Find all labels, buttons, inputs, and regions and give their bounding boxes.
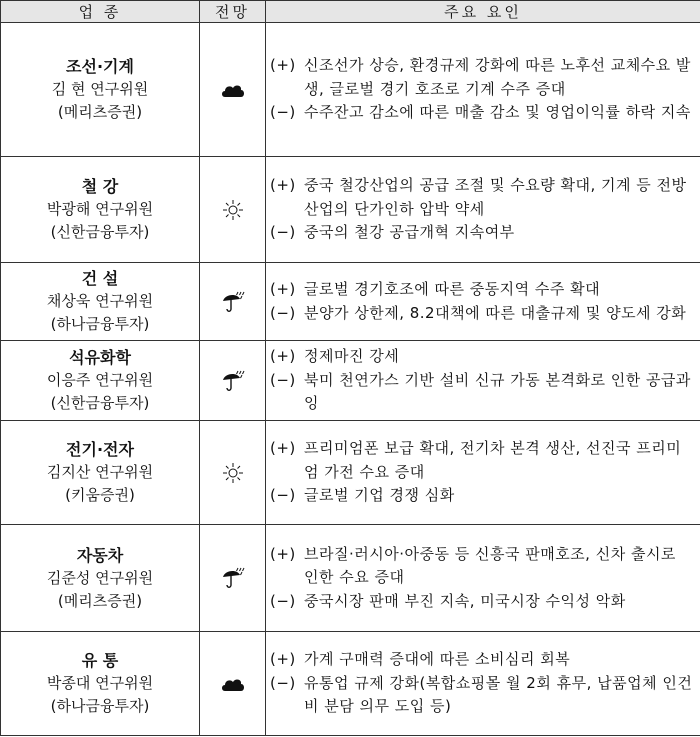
sun-icon	[222, 462, 244, 484]
factor-negative	[270, 101, 694, 125]
factors-cell	[266, 263, 700, 341]
industry-name: 조선·기계	[66, 57, 134, 76]
firm-name: (메리츠증권)	[57, 591, 143, 610]
outlook-cell	[200, 263, 266, 341]
factor-negative	[270, 302, 694, 326]
outlook-cell	[200, 421, 266, 525]
table-row	[1, 341, 700, 421]
sun-icon	[222, 199, 244, 221]
factor-sign: (+)	[270, 650, 296, 669]
factor-sign: (−)	[270, 223, 296, 242]
industry-name: 건 설	[81, 269, 119, 288]
factor-positive	[270, 174, 694, 221]
factor-sign: (+)	[270, 280, 296, 298]
factor-text: 중국 철강산업의 공급 조절 및 수요량 확대, 기계 등 전방 산업의 단가인하 압박 약세	[304, 176, 687, 218]
factor-negative	[270, 590, 694, 614]
factor-negative	[270, 221, 694, 245]
factor-positive	[270, 278, 694, 302]
industry-name: 전기·전자	[66, 440, 134, 459]
factor-positive	[270, 345, 694, 369]
industry-cell	[1, 421, 200, 525]
factor-text: 분양가 상한제, 8.2대책에 따른 대출규제 및 양도세 강화	[304, 303, 687, 322]
analyst-name: 박종대 연구위원	[46, 674, 154, 692]
header-factors: 주요 요인	[266, 1, 700, 23]
umbrella-icon	[221, 566, 245, 590]
industry-cell	[1, 341, 200, 421]
factor-sign: (+)	[270, 56, 296, 75]
industry-cell	[1, 263, 200, 341]
factor-sign: (−)	[270, 673, 296, 692]
table-row	[1, 157, 700, 263]
industry-cell	[1, 525, 200, 632]
firm-name: (하나금융투자)	[50, 697, 150, 715]
firm-name: (키움증권)	[65, 486, 135, 504]
factor-negative	[270, 672, 694, 719]
firm-name: (하나금융투자)	[50, 315, 150, 333]
factors-cell	[266, 341, 700, 421]
factors-cell	[266, 421, 700, 525]
outlook-cell	[200, 23, 266, 157]
header-industry: 업 종	[1, 1, 200, 23]
industry-cell	[1, 23, 200, 157]
analyst-name: 김 현 연구위원	[51, 80, 149, 98]
industry-name: 자동차	[76, 545, 124, 565]
table-row	[1, 23, 700, 157]
outlook-cell	[200, 157, 266, 263]
analyst-name: 이응주 연구위원	[46, 371, 154, 389]
factor-text: 수주잔고 감소에 따른 매출 감소 및 영업이익률 하락 지속	[304, 103, 691, 122]
factor-text: 프리미엄폰 보급 확대, 전기차 본격 생산, 선진국 프리미엄 가전 수요 증대	[304, 439, 682, 481]
factor-text: 북미 천연가스 기반 설비 신규 가동 본격화로 인한 공급과잉	[304, 370, 691, 413]
table-row	[1, 632, 700, 736]
umbrella-icon	[221, 290, 245, 314]
factor-sign: (−)	[270, 370, 296, 389]
cloud-icon	[220, 675, 246, 693]
factor-positive	[270, 437, 694, 484]
industry-name: 유 통	[81, 651, 119, 670]
factor-negative	[270, 484, 694, 508]
factor-text: 유통업 규제 강화(복합쇼핑몰 월 2회 휴무, 납품업체 인건비 분담 의무 도입 등)	[304, 673, 693, 716]
factor-negative	[270, 369, 694, 416]
industry-name: 철 강	[81, 177, 119, 196]
factor-sign: (−)	[270, 591, 296, 610]
industry-cell	[1, 632, 200, 736]
factor-text: 정제마진 강세	[304, 347, 400, 366]
factor-text: 가계 구매력 증대에 따른 소비심리 회복	[304, 650, 571, 669]
firm-name: (메리츠증권)	[57, 103, 143, 121]
factor-text: 중국시장 판매 부진 지속, 미국시장 수익성 악화	[304, 591, 626, 610]
factor-positive	[270, 543, 694, 590]
factor-sign: (+)	[270, 176, 296, 195]
umbrella-icon	[221, 369, 245, 393]
factors-cell	[266, 23, 700, 157]
industry-cell	[1, 157, 200, 263]
analyst-name: 박광해 연구위원	[46, 200, 154, 218]
table-row	[1, 421, 700, 525]
factor-text: 중국의 철강 공급개혁 지속여부	[304, 223, 515, 242]
factor-sign: (−)	[270, 486, 296, 505]
outlook-cell	[200, 341, 266, 421]
factor-sign: (+)	[270, 347, 296, 366]
analyst-name: 김준성 연구위원	[46, 568, 154, 587]
factors-cell	[266, 525, 700, 632]
factor-sign: (−)	[270, 103, 296, 122]
outlook-cell	[200, 525, 266, 632]
table-row	[1, 263, 700, 341]
factor-text: 신조선가 상승, 환경규제 강화에 따른 노후선 교체수요 발생, 글로벌 경기 호조로 기계 수주 증대	[304, 56, 691, 98]
analyst-name: 김지산 연구위원	[46, 463, 154, 481]
industry-name: 석유화학	[69, 348, 131, 367]
factors-cell	[266, 632, 700, 736]
factor-text: 글로벌 기업 경쟁 심화	[304, 486, 455, 505]
analyst-name: 채상욱 연구위원	[46, 292, 154, 310]
header-outlook: 전망	[200, 1, 266, 23]
outlook-cell	[200, 632, 266, 736]
factor-text: 글로벌 경기호조에 따른 중동지역 수주 확대	[304, 280, 601, 298]
factor-sign: (+)	[270, 544, 296, 563]
factor-sign: (−)	[270, 303, 296, 322]
firm-name: (신한금융투자)	[50, 223, 150, 241]
factors-cell	[266, 157, 700, 263]
table-row	[1, 525, 700, 632]
factor-positive	[270, 54, 694, 101]
cloud-icon	[220, 81, 246, 99]
factor-positive	[270, 648, 694, 672]
firm-name: (신한금융투자)	[50, 394, 150, 412]
table-header	[1, 1, 700, 23]
factor-text: 브라질·러시아·아중동 등 신흥국 판매호조, 신차 출시로 인한 수요 증대	[304, 544, 676, 587]
factor-sign: (+)	[270, 439, 296, 458]
